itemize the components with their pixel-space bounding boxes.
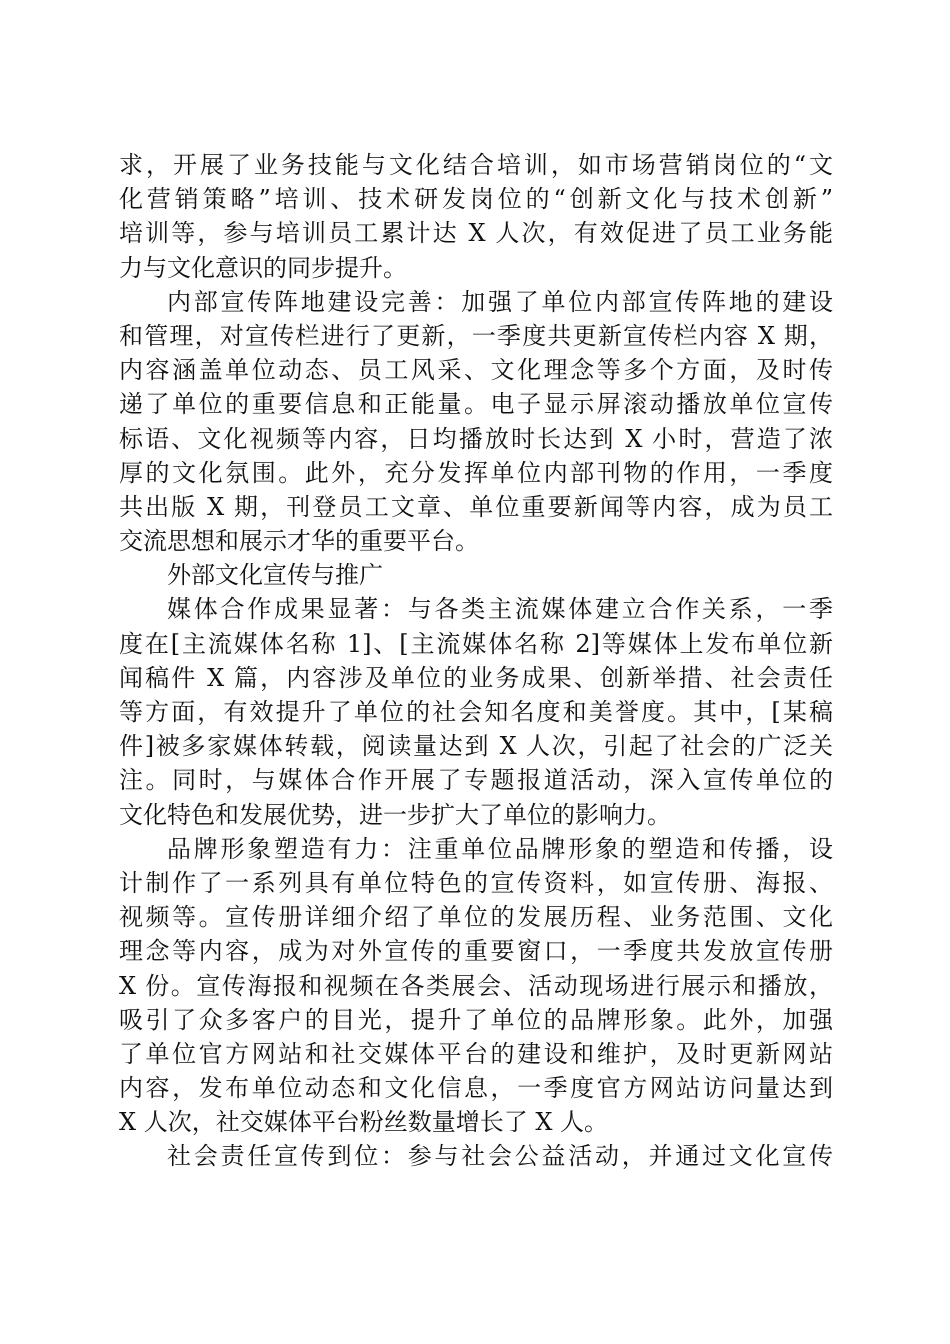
text-line: 等方面，有效提升了单位的社会知名度和美誉度。其中，[某稿 xyxy=(119,698,833,726)
text-line: 共出版 X 期，刊登员工文章、单位重要新闻等内容，成为员工 xyxy=(119,492,833,521)
text-line: 件]被多家媒体转载，阅读量达到 X 人次，引起了社会的广泛关 xyxy=(119,732,833,761)
text-line: 和管理，对宣传栏进行了更新，一季度共更新宣传栏内容 X 期， xyxy=(119,321,833,350)
text-line: 递了单位的重要信息和正能量。电子显示屏滚动播放单位宣传 xyxy=(119,390,833,419)
text-line: 标语、文化视频等内容，日均播放时长达到 X 小时，营造了浓 xyxy=(119,424,833,453)
text-line: 计制作了一系列具有单位特色的宣传资料，如宣传册、海报、 xyxy=(119,868,833,897)
text-line: 文化特色和发展优势，进一步扩大了单位的影响力。 xyxy=(119,800,671,829)
text-line: 培训等，参与培训员工累计达 X 人次，有效促进了员工业务能 xyxy=(119,219,833,248)
paragraph-heading-line: 媒体合作成果显著：与各类主流媒体建立合作关系，一季 xyxy=(167,595,833,624)
text-line: 吸引了众多客户的目光，提升了单位的品牌形象。此外，加强 xyxy=(119,1005,833,1034)
text-line: 交流思想和展示才华的重要平台。 xyxy=(119,527,479,556)
text-line: 内容涵盖单位动态、员工风采、文化理念等多个方面，及时传 xyxy=(119,356,833,385)
text-line: 理念等内容，成为对外宣传的重要窗口，一季度共发放宣传册 xyxy=(119,937,833,966)
text-line: 内容，发布单位动态和文化信息，一季度官方网站访问量达到 xyxy=(119,1074,833,1103)
section-heading: 外部文化宣传与推广 xyxy=(167,561,383,590)
text-line: 度在[主流媒体名称 1]、[主流媒体名称 2]等媒体上发布单位新 xyxy=(119,629,833,658)
text-line: 力与文化意识的同步提升。 xyxy=(119,253,407,282)
text-line: X 人次，社交媒体平台粉丝数量增长了 X 人。 xyxy=(119,1108,609,1137)
paragraph-heading-line: 品牌形象塑造有力：注重单位品牌形象的塑造和传播，设 xyxy=(167,834,833,863)
text-line: X 份。宣传海报和视频在各类展会、活动现场进行展示和播放， xyxy=(119,971,833,1000)
text-line: 闻稿件 X 篇，内容涉及单位的业务成果、创新举措、社会责任 xyxy=(119,663,833,692)
text-line: 注。同时，与媒体合作开展了专题报道活动，深入宣传单位的 xyxy=(119,766,833,795)
text-line: 视频等。宣传册详细介绍了单位的发展历程、业务范围、文化 xyxy=(119,903,833,932)
text-line: 厚的文化氛围。此外，充分发挥单位内部刊物的作用，一季度 xyxy=(119,458,833,487)
paragraph-heading-line: 社会责任宣传到位：参与社会公益活动，并通过文化宣传 xyxy=(167,1142,833,1171)
body-text xyxy=(119,148,833,1174)
text-line: 了单位官方网站和社交媒体平台的建设和维护，及时更新网站 xyxy=(119,1039,833,1068)
paragraph-heading-line: 内部宣传阵地建设完善：加强了单位内部宣传阵地的建设 xyxy=(167,287,833,316)
text-line: 化营销策略”培训、技术研发岗位的“创新文化与技术创新” xyxy=(119,185,833,214)
text-line: 求，开展了业务技能与文化结合培训，如市场营销岗位的“文 xyxy=(119,151,833,179)
